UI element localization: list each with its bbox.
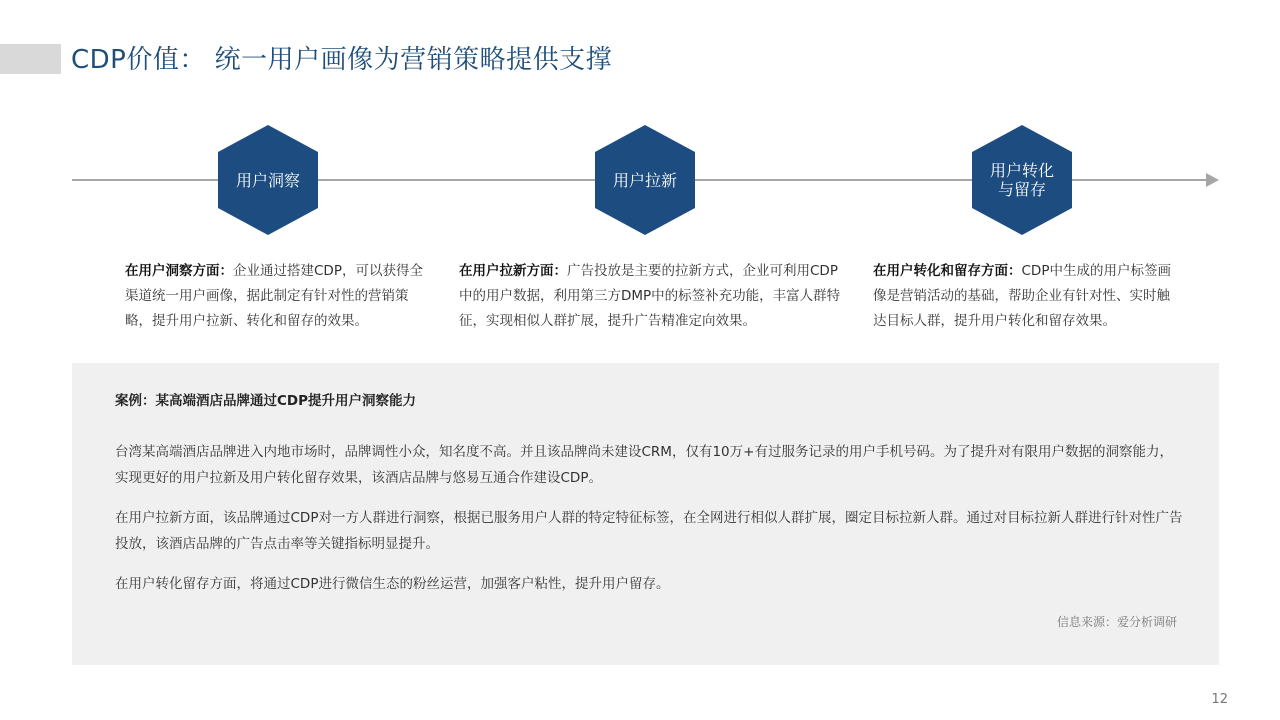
page-number: 12 bbox=[1211, 692, 1228, 707]
description-heading: 在用户洞察方面： bbox=[125, 263, 233, 279]
step-description-acquisition bbox=[459, 259, 841, 334]
description-text: 企业通过搭建CDP，可以获得全渠道统一用户画像，据此制定有针对性的营销策略，提升用户拉新、转化和留存的效果。 bbox=[125, 263, 423, 329]
hexagon-label: 用户转化 与留存 bbox=[989, 161, 1054, 199]
case-paragraph: 在用户拉新方面，该品牌通过CDP对一方人群进行洞察，根据已服务用户人群的特定特征标签，在全网进行相似人群扩展，圈定目标拉新人群。通过对目标拉新人群进行针对性广告投放，该酒店品牌的广告点击率等关键指标明显提升。 bbox=[115, 510, 1183, 552]
timeline bbox=[0, 100, 1280, 260]
hexagon-user-insight bbox=[218, 125, 318, 235]
source-note: 信息来源：爱分析调研 bbox=[1056, 615, 1177, 629]
step-description-conversion bbox=[873, 259, 1178, 334]
hexagon-user-conversion bbox=[972, 125, 1072, 235]
case-title: 案例：某高端酒店品牌通过CDP提升用户洞察能力 bbox=[115, 393, 417, 409]
hexagon-user-acquisition bbox=[595, 125, 695, 235]
title-accent-bar bbox=[0, 44, 61, 74]
arrow-head-icon bbox=[1206, 173, 1219, 187]
hexagon-label: 用户洞察 bbox=[235, 170, 300, 190]
description-text: CDP中生成的用户标签画像是营销活动的基础，帮助企业有针对性、实时触达目标人群，提升用户转化和留存效果。 bbox=[873, 263, 1171, 329]
page-title: CDP价值： 统一用户画像为营销策略提供支撑 bbox=[71, 45, 613, 75]
case-study-panel bbox=[72, 363, 1219, 665]
hexagon-label: 用户拉新 bbox=[612, 170, 677, 190]
case-paragraph: 在用户转化留存方面，将通过CDP进行微信生态的粉丝运营，加强客户粘性，提升用户留存。 bbox=[115, 576, 670, 592]
description-heading: 在用户拉新方面： bbox=[459, 263, 567, 279]
step-description-insight bbox=[125, 259, 430, 334]
description-heading: 在用户转化和留存方面： bbox=[873, 263, 1022, 279]
description-text: 广告投放是主要的拉新方式，企业可利用CDP中的用户数据，利用第三方DMP中的标签补充功能，丰富人群特征，实现相似人群扩展，提升广告精准定向效果。 bbox=[459, 263, 841, 329]
case-paragraph: 台湾某高端酒店品牌进入内地市场时，品牌调性小众，知名度不高。并且该品牌尚未建设CRM，仅有10万+有过服务记录的用户手机号码。为了提升对有限用户数据的洞察能力，实现更好的用户拉新及用户转化留存效果，该酒店品牌与悠易互通合作建设CDP。 bbox=[115, 444, 1173, 486]
